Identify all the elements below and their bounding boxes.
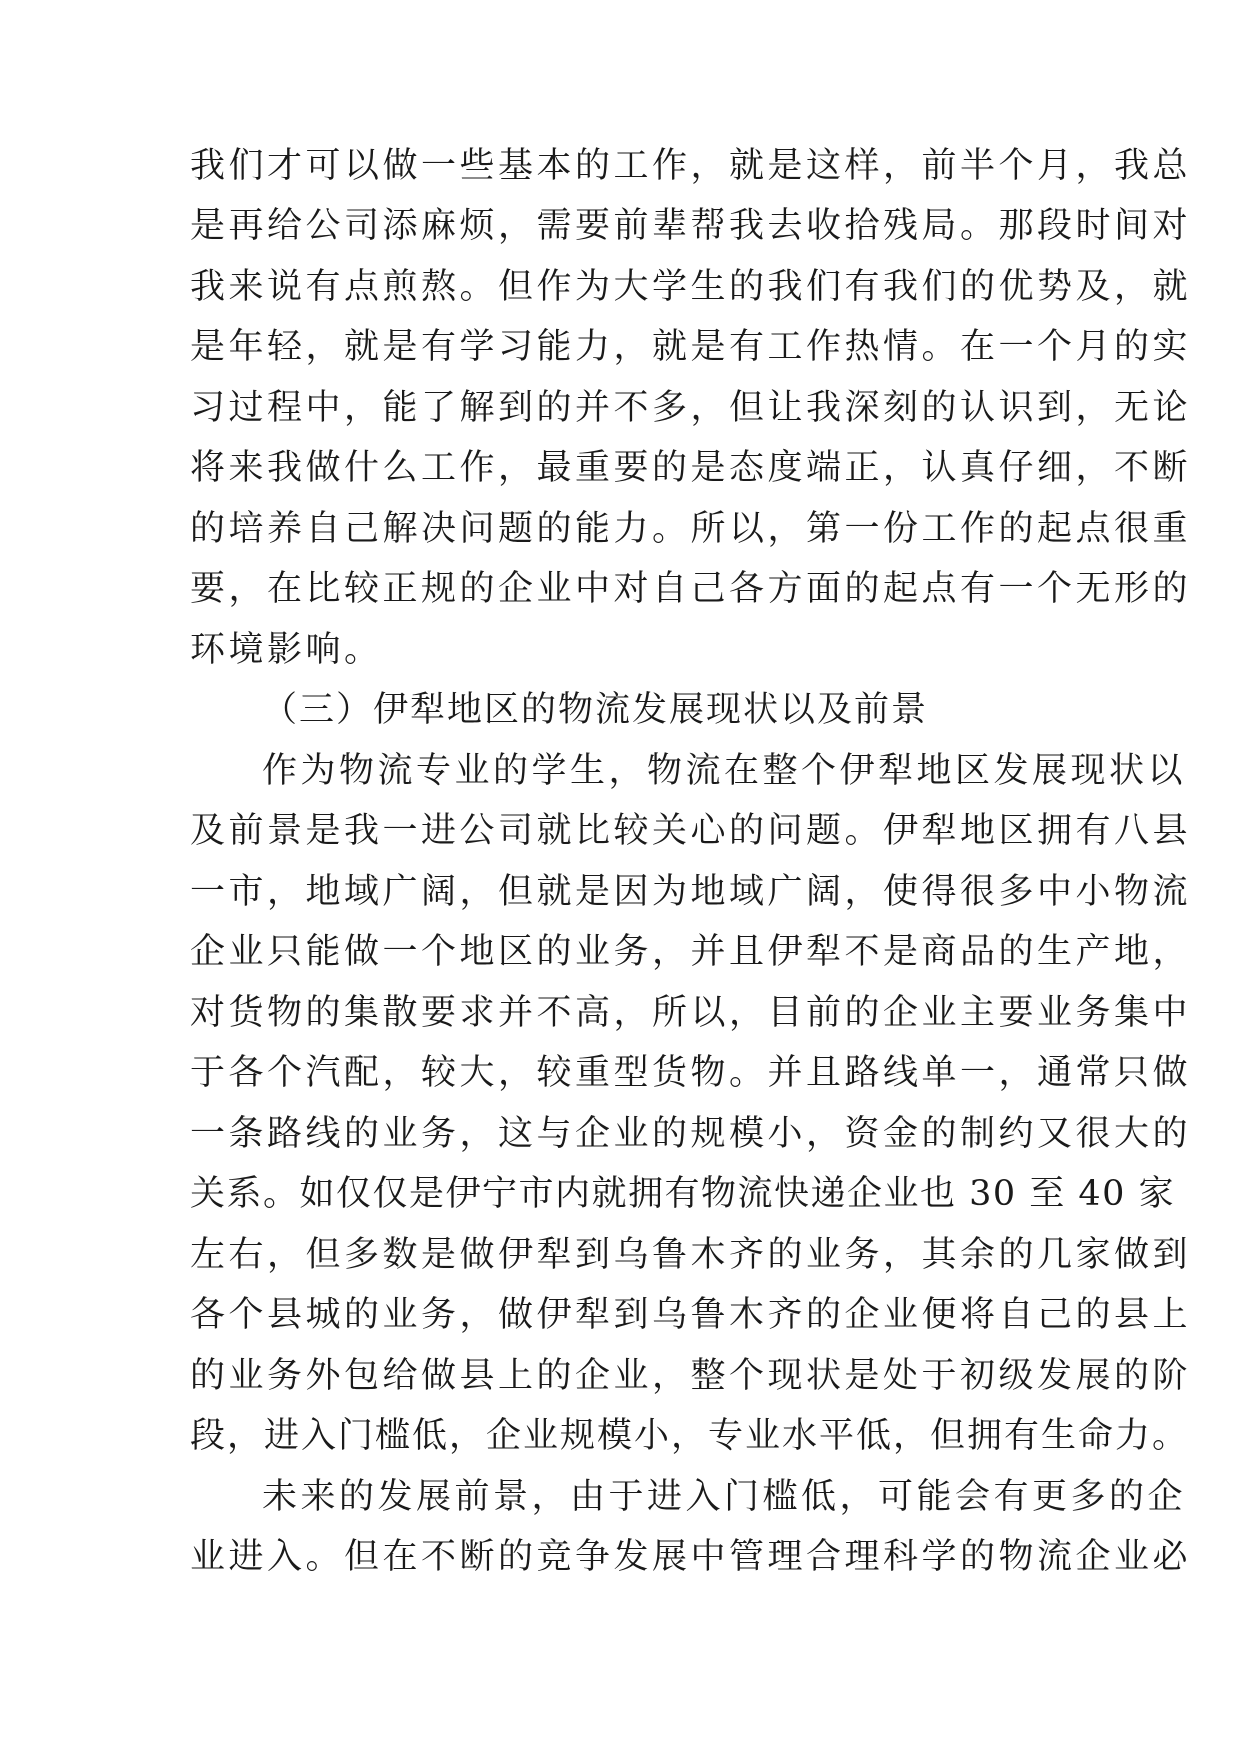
paragraph-line [0, 1045, 1241, 1101]
line-text: 业进入。但在不断的竞争发展中管理合理科学的物流企业必 [190, 1537, 1192, 1577]
paragraph-line [0, 561, 1241, 617]
line-text: 将来我做什么工作，最重要的是态度端正，认真仔细，不断 [190, 448, 1192, 488]
line-text: 未来的发展前景，由于进入门槛低，可能会有更多的企 [262, 1477, 1187, 1517]
paragraph-line [0, 985, 1241, 1041]
paragraph-line [0, 1348, 1241, 1404]
paragraph-line [0, 319, 1241, 375]
section-heading [0, 682, 1241, 738]
line-text: 及前景是我一进公司就比较关心的问题。伊犁地区拥有八县 [190, 811, 1192, 851]
line-text: 我来说有点煎熬。但作为大学生的我们有我们的优势及，就 [190, 267, 1192, 307]
heading-text: （三）伊犁地区的物流发展现状以及前景 [262, 690, 929, 730]
paragraph-line [0, 440, 1241, 496]
paragraph-line [0, 138, 1241, 194]
paragraph-line [0, 864, 1241, 920]
paragraph-line [0, 1287, 1241, 1343]
line-text: 段，进入门槛低，企业规模小，专业水平低，但拥有生命力。 [190, 1416, 1190, 1456]
paragraph-line [0, 924, 1241, 980]
paragraph-line [0, 622, 1241, 678]
line-text: 我们才可以做一些基本的工作，就是这样，前半个月，我总 [190, 146, 1192, 186]
line-text: 作为物流专业的学生，物流在整个伊犁地区发展现状以 [262, 751, 1187, 791]
line-text: 一条路线的业务，这与企业的规模小，资金的制约又很大的 [190, 1114, 1192, 1154]
line-text: 一市，地域广阔，但就是因为地域广阔，使得很多中小物流 [190, 872, 1192, 912]
line-text: 的培养自己解决问题的能力。所以，第一份工作的起点很重 [190, 509, 1192, 549]
paragraph-line [0, 1227, 1241, 1283]
line-text: 各个县城的业务，做伊犁到乌鲁木齐的企业便将自己的县上 [190, 1295, 1192, 1335]
line-text: 是年轻，就是有学习能力，就是有工作热情。在一个月的实 [190, 327, 1192, 367]
line-text: 于各个汽配，较大，较重型货物。并且路线单一，通常只做 [190, 1053, 1192, 1093]
line-text: 对货物的集散要求并不高，所以，目前的企业主要业务集中 [190, 993, 1192, 1033]
line-text: 关系。如仅仅是伊宁市内就拥有物流快递企业也 30 至 40 家 [190, 1174, 1176, 1214]
paragraph-line [0, 501, 1241, 557]
line-text: 要，在比较正规的企业中对自己各方面的起点有一个无形的 [190, 569, 1192, 609]
paragraph-line [0, 259, 1241, 315]
paragraph-line [0, 198, 1241, 254]
line-text: 是再给公司添麻烦，需要前辈帮我去收拾残局。那段时间对 [190, 206, 1192, 246]
paragraph-line [0, 1469, 1241, 1525]
line-text: 左右，但多数是做伊犁到乌鲁木齐的业务，其余的几家做到 [190, 1235, 1192, 1275]
paragraph-line [0, 1408, 1241, 1464]
paragraph-line [0, 380, 1241, 436]
paragraph-line [0, 1529, 1241, 1585]
line-text: 企业只能做一个地区的业务，并且伊犁不是商品的生产地， [190, 932, 1192, 972]
paragraph-line [0, 1166, 1241, 1222]
line-text: 环境影响。 [190, 630, 383, 670]
paragraph-line [0, 1106, 1241, 1162]
line-text: 的业务外包给做县上的企业，整个现状是处于初级发展的阶 [190, 1356, 1192, 1396]
paragraph-line [0, 803, 1241, 859]
line-text: 习过程中，能了解到的并不多，但让我深刻的认识到，无论 [190, 388, 1192, 428]
paragraph-line [0, 743, 1241, 799]
